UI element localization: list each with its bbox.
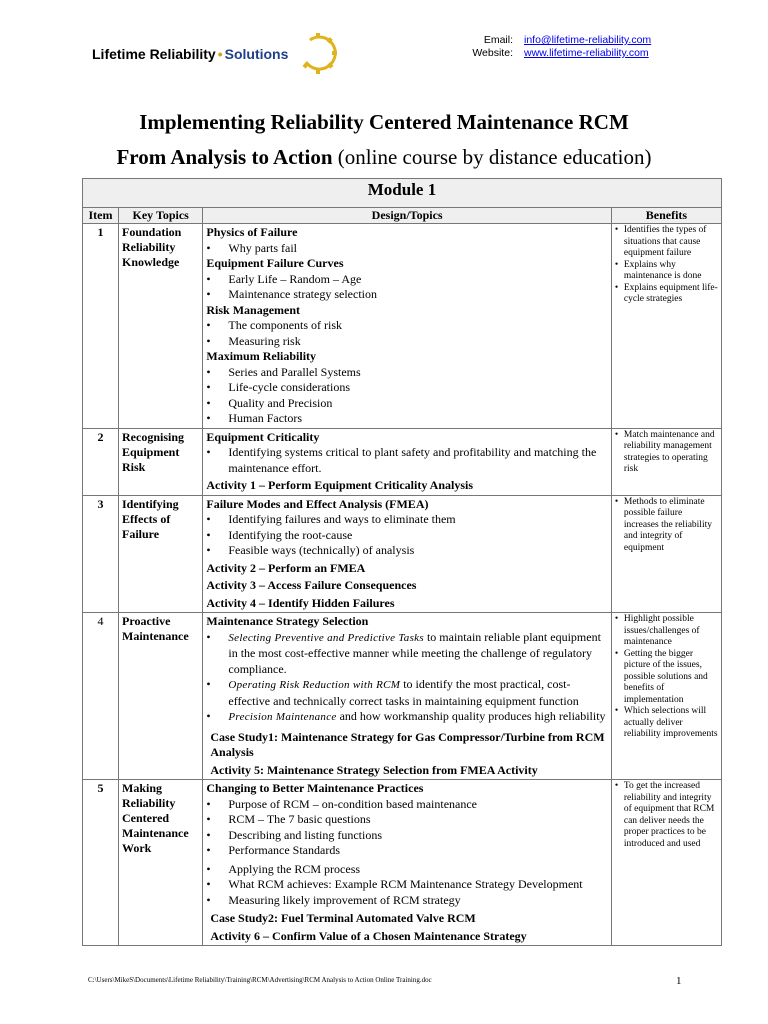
page-title: Implementing Reliability Centered Maintenance RCM <box>139 110 629 134</box>
key-topic: Foundation Reliability Knowledge <box>119 224 203 429</box>
list-item: • Early Life – Random – Age <box>206 272 608 288</box>
case-study: Case Study2: Fuel Terminal Automated Valve RCM <box>210 911 476 925</box>
benefits-cell <box>611 224 721 429</box>
page-number: 1 <box>676 975 682 987</box>
list-item: • Life-cycle considerations <box>206 380 608 396</box>
design-topics <box>203 428 612 495</box>
section-heading: Changing to Better Maintenance Practices <box>206 781 424 795</box>
company-logo: Lifetime Reliability • Solutions <box>92 32 332 82</box>
header-benefits: Benefits <box>611 208 721 224</box>
contact-info <box>470 34 651 60</box>
list-item: • Selecting Preventive and Predictive Tasks to maintain reliable plant equipment in the most cost-effective manner while meeting the challenge of regulatory compliance. <box>206 630 608 678</box>
list-item: • Operating Risk Reduction with RCM to identify the most practical, cost-effective and technically correct tasks in maintaining equipment function <box>206 677 608 709</box>
list-item: • Identifying failures and ways to eliminate them <box>206 512 608 528</box>
footer-file-path: C:\Users\MikeS\Documents\Lifetime Reliability\Training\RCM\Advertising\RCM Analysis to Action Online Training.doc <box>88 976 432 984</box>
email-link[interactable]: info@lifetime-reliability.com <box>524 34 652 46</box>
table-row <box>83 780 722 946</box>
module-table <box>82 178 722 946</box>
benefit-item: • Highlight possible issues/challenges of maintenance <box>615 614 718 649</box>
case-study: Case Study1: Maintenance Strategy for Gas Compressor/Turbine from RCM Analysis <box>210 729 605 759</box>
section-heading: Equipment Criticality <box>206 429 320 444</box>
subtitle-rest: (online course by distance education) <box>332 145 652 169</box>
section-heading: Maximum Reliability <box>206 349 317 363</box>
benefit-item: • Methods to eliminate possible failure increases the reliability and integrity of equipment <box>615 497 718 555</box>
list-item: • Maintenance strategy selection <box>206 287 608 303</box>
module-heading: Module 1 <box>83 179 722 208</box>
key-topic: Recognising Equipment Risk <box>119 428 203 495</box>
website-link[interactable]: www.lifetime-reliability.com <box>524 47 649 59</box>
benefit-item: • Match maintenance and reliability management strategies to operating risk <box>615 430 718 476</box>
design-topics <box>203 780 612 946</box>
benefit-item: • Which selections will actually deliver reliability improvements <box>615 706 718 741</box>
header-topics: Key Topics <box>119 208 203 224</box>
table-row <box>83 428 722 495</box>
section-heading: Failure Modes and Effect Analysis (FMEA) <box>206 496 429 511</box>
item-number: 4 <box>83 613 119 780</box>
activity: Activity 2 – Perform an FMEA <box>206 560 366 575</box>
item-number: 5 <box>83 780 119 946</box>
list-item: • Performance Standards <box>206 843 608 859</box>
activity: Activity 3 – Access Failure Consequences <box>206 578 417 592</box>
subtitle-bold: From Analysis to Action <box>116 145 333 169</box>
table-row <box>83 224 722 429</box>
table-header <box>83 208 722 224</box>
list-item: • Precision Maintenance and how workmanship quality produces high reliability <box>206 709 608 726</box>
section-heading: Equipment Failure Curves <box>206 256 344 270</box>
list-item: • Identifying the root-cause <box>206 528 608 544</box>
table-row <box>83 495 722 613</box>
activity: Activity 6 – Confirm Value of a Chosen Maintenance Strategy <box>210 928 527 943</box>
gear-icon <box>298 32 338 76</box>
email-label: Email: <box>483 34 513 46</box>
item-number: 2 <box>83 428 119 495</box>
header-design: Design/Topics <box>203 208 612 224</box>
benefits-cell <box>611 428 721 495</box>
item-number: 1 <box>83 224 119 429</box>
header-item: Item <box>83 208 119 224</box>
list-item: • Series and Parallel Systems <box>206 365 608 381</box>
design-topics <box>203 495 612 613</box>
list-item: • Quality and Precision <box>206 396 608 412</box>
design-topics <box>203 224 612 429</box>
table-row <box>83 613 722 780</box>
benefits-cell <box>611 495 721 613</box>
benefit-item: • Getting the bigger picture of the issues, possible solutions and benefits of implementation <box>615 649 718 707</box>
key-topic: Making Reliability Centered Maintenance Work <box>119 780 203 946</box>
list-item: • The components of risk <box>206 318 608 334</box>
benefit-item: • Explains equipment life-cycle strategies <box>615 283 718 306</box>
list-item: • Why parts fail <box>206 241 608 257</box>
list-item: • Purpose of RCM – on-condition based maintenance <box>206 797 608 813</box>
logo-text: Lifetime Reliability <box>92 46 216 62</box>
list-item: • Describing and listing functions <box>206 828 608 844</box>
activity: Activity 5: Maintenance Strategy Selection from FMEA Activity <box>210 762 538 777</box>
benefit-item: • To get the increased reliability and integrity of equipment that RCM can deliver needs the proper practices to be introduced and used <box>615 781 718 850</box>
list-item: • Applying the RCM process <box>206 862 608 878</box>
benefits-cell <box>611 613 721 780</box>
list-item: • RCM – The 7 basic questions <box>206 812 608 828</box>
list-item: • Identifying systems critical to plant safety and profitability and matching the maintenance effort. <box>206 445 608 476</box>
benefit-item: • Identifies the types of situations that cause equipment failure <box>615 225 718 260</box>
design-topics <box>203 613 612 780</box>
section-heading: Physics of Failure <box>206 225 298 239</box>
section-heading: Maintenance Strategy Selection <box>206 614 369 628</box>
list-item: • What RCM achieves: Example RCM Maintenance Strategy Development <box>206 877 608 893</box>
benefit-item: • Explains why maintenance is done <box>615 260 718 283</box>
list-item: • Measuring risk <box>206 334 608 350</box>
activity: Activity 4 – Identify Hidden Failures <box>206 595 395 610</box>
activity: Activity 1 – Perform Equipment Criticality Analysis <box>206 478 474 492</box>
logo-solutions: Solutions <box>224 46 289 62</box>
benefits-cell <box>611 780 721 946</box>
list-item: • Human Factors <box>206 411 608 427</box>
key-topic: Proactive Maintenance <box>119 613 203 780</box>
website-label: Website: <box>472 47 513 59</box>
key-topic: Identifying Effects of Failure <box>119 495 203 613</box>
list-item: • Measuring likely improvement of RCM strategy <box>206 893 608 909</box>
item-number: 3 <box>83 495 119 613</box>
list-item: • Feasible ways (technically) of analysis <box>206 543 608 559</box>
page-subtitle <box>0 145 768 170</box>
section-heading: Risk Management <box>206 302 301 317</box>
